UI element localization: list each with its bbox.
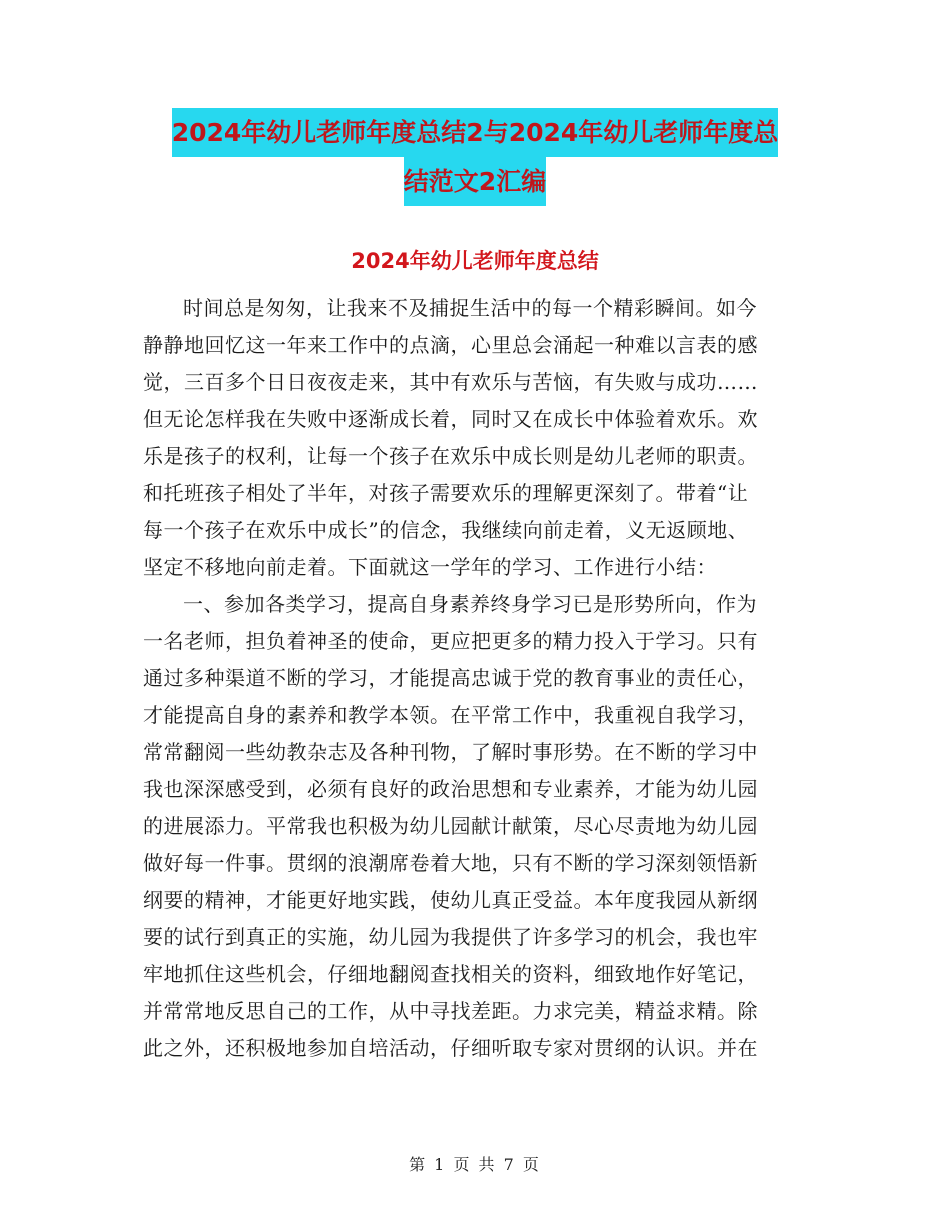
paragraph-line: 通过多种渠道不断的学习，才能提高忠诚于党的教育事业的责任心， xyxy=(143,666,758,690)
paragraph-line: 牢地抓住这些机会，仔细地翻阅查找相关的资料，细致地作好笔记， xyxy=(143,962,758,986)
paragraph-line: 此之外，还积极地参加自培活动，仔细听取专家对贯纲的认识。并在 xyxy=(143,1036,758,1060)
paragraph-line: 觉，三百多个日日夜夜走来，其中有欢乐与苦恼，有失败与成功…… xyxy=(143,370,758,394)
paragraph-line: 纲要的精神，才能更好地实践，使幼儿真正受益。本年度我园从新纲 xyxy=(143,888,758,912)
paragraph-line: 并常常地反思自己的工作，从中寻找差距。力求完美，精益求精。除 xyxy=(143,999,758,1023)
title-line-2: 结范文2汇编 xyxy=(404,157,546,206)
paragraph-line: 乐是孩子的权利，让每一个孩子在欢乐中成长则是幼儿老师的职责。 xyxy=(143,444,758,468)
paragraph-2 xyxy=(143,586,803,1067)
paragraph-line: 每一个孩子在欢乐中成长”的信念，我继续向前走着，义无返顾地、 xyxy=(143,518,749,542)
paragraph-1 xyxy=(143,290,803,586)
paragraph-line: 时间总是匆匆，让我来不及捕捉生活中的每一个精彩瞬间。如今 xyxy=(183,296,757,320)
paragraph-line: 和托班孩子相处了半年，对孩子需要欢乐的理解更深刻了。带着“让 xyxy=(143,481,749,505)
document-body xyxy=(143,290,803,1067)
paragraph-line: 坚定不移地向前走着。下面就这一学年的学习、工作进行小结： xyxy=(143,555,717,579)
page-footer: 第 1 页 共 7 页 xyxy=(409,1155,541,1174)
paragraph-line: 但无论怎样我在失败中逐渐成长着，同时又在成长中体验着欢乐。欢 xyxy=(143,407,758,431)
paragraph-line: 静静地回忆这一年来工作中的点滴，心里总会涌起一种难以言表的感 xyxy=(143,333,758,357)
paragraph-line: 做好每一件事。贯纲的浪潮席卷着大地，只有不断的学习深刻领悟新 xyxy=(143,851,758,875)
document-title xyxy=(0,108,950,206)
paragraph-line: 的进展添力。平常我也积极为幼儿园献计献策，尽心尽责地为幼儿园 xyxy=(143,814,758,838)
title-line-1: 2024年幼儿老师年度总结2与2024年幼儿老师年度总 xyxy=(172,108,779,157)
paragraph-line: 一、参加各类学习，提高自身素养终身学习已是形势所向，作为 xyxy=(183,592,757,616)
paragraph-line: 一名老师，担负着神圣的使命，更应把更多的精力投入于学习。只有 xyxy=(143,629,758,653)
paragraph-line: 要的试行到真正的实施，幼儿园为我提供了许多学习的机会，我也牢 xyxy=(143,925,758,949)
paragraph-line: 才能提高自身的素养和教学本领。在平常工作中，我重视自我学习， xyxy=(143,703,758,727)
section-heading: 2024年幼儿老师年度总结 xyxy=(351,249,599,273)
paragraph-line: 常常翻阅一些幼教杂志及各种刊物，了解时事形势。在不断的学习中 xyxy=(143,740,758,764)
paragraph-line: 我也深深感受到，必须有良好的政治思想和专业素养，才能为幼儿园 xyxy=(143,777,758,801)
